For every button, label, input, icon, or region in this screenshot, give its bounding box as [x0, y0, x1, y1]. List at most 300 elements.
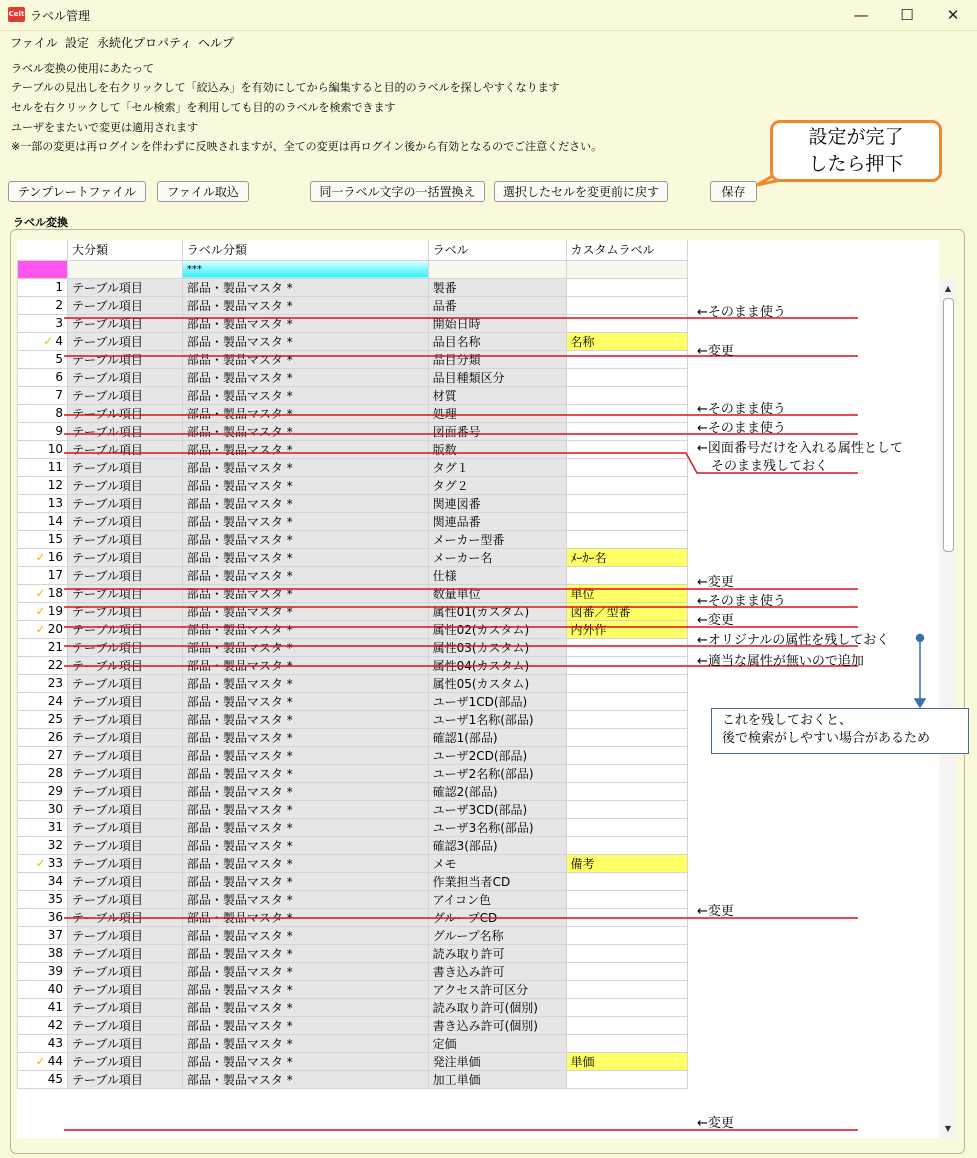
row-number: 25	[47, 712, 63, 726]
category-cell[interactable]: テーブル項目	[67, 764, 182, 782]
label-cell[interactable]: 属性03(カスタム)	[428, 638, 566, 656]
table-row[interactable]	[18, 1034, 939, 1052]
table-row[interactable]	[18, 296, 939, 314]
row-number-cell	[18, 836, 68, 854]
label-category-cell[interactable]: 部品・製品マスタ *	[182, 1070, 428, 1088]
table-row[interactable]	[18, 332, 939, 350]
category-cell[interactable]: テーブル項目	[67, 458, 182, 476]
label-category-cell[interactable]: 部品・製品マスタ *	[182, 710, 428, 728]
table-row[interactable]	[18, 836, 939, 854]
label-cell[interactable]: 仕様	[428, 566, 566, 584]
label-cell[interactable]: 品目種類区分	[428, 368, 566, 386]
row-number-cell	[18, 854, 68, 872]
label-cell[interactable]: 作業担当者CD	[428, 872, 566, 890]
table-row[interactable]	[18, 890, 939, 908]
label-cell[interactable]: 関連品番	[428, 512, 566, 530]
label-category-cell[interactable]: 部品・製品マスタ *	[182, 314, 428, 332]
row-number-cell	[18, 332, 68, 350]
annotation-as-is-7: ←そのまま使う	[697, 402, 786, 417]
label-category-cell[interactable]: 部品・製品マスタ *	[182, 998, 428, 1016]
annotation-keep-original: ←オリジナルの属性を残しておく	[697, 633, 890, 648]
category-cell[interactable]: テーブル項目	[67, 872, 182, 890]
bulk-replace-button[interactable]: 同一ラベル文字の一括置換え	[310, 181, 485, 202]
category-cell[interactable]: テーブル項目	[67, 890, 182, 908]
table-row[interactable]	[18, 818, 939, 836]
row-number-cell	[18, 998, 68, 1016]
maximize-button[interactable]: ☐	[900, 6, 914, 24]
table-row[interactable]	[18, 1070, 939, 1088]
label-cell[interactable]: ユーザ1CD(部品)	[428, 692, 566, 710]
category-cell[interactable]: テーブル項目	[67, 926, 182, 944]
label-cell[interactable]: 属性01(カスタム)	[428, 602, 566, 620]
row-filler	[688, 548, 939, 566]
changed-check-icon: ✓	[35, 856, 46, 870]
row-filler	[688, 1052, 939, 1070]
table-row[interactable]	[18, 908, 939, 926]
row-number: 42	[47, 1018, 63, 1032]
table-row[interactable]	[18, 1052, 939, 1070]
row-number-cell	[18, 620, 68, 638]
row-number-cell	[18, 818, 68, 836]
category-cell[interactable]: テーブル項目	[67, 854, 182, 872]
custom-label-cell[interactable]	[566, 746, 688, 764]
category-cell[interactable]: テーブル項目	[67, 548, 182, 566]
category-cell[interactable]: テーブル項目	[67, 944, 182, 962]
revert-cells-button[interactable]: 選択したセルを変更前に戻す	[494, 181, 668, 202]
label-category-cell[interactable]: 部品・製品マスタ *	[182, 440, 428, 458]
row-filler	[688, 476, 939, 494]
grid-body	[18, 278, 939, 1088]
label-category-cell[interactable]: 部品・製品マスタ *	[182, 782, 428, 800]
menu-help[interactable]: ヘルプ	[198, 36, 235, 50]
table-row[interactable]	[18, 314, 939, 332]
close-button[interactable]: ✕	[946, 6, 960, 24]
row-number-cell	[18, 728, 68, 746]
category-cell[interactable]: テーブル項目	[67, 962, 182, 980]
label-cell[interactable]: 書き込み許可(個別)	[428, 1016, 566, 1034]
table-row[interactable]	[18, 404, 939, 422]
row-number-cell	[18, 1052, 68, 1070]
label-cell[interactable]: 発注単価	[428, 1052, 566, 1070]
label-category-cell[interactable]: 部品・製品マスタ *	[182, 584, 428, 602]
label-cell[interactable]: 数量単位	[428, 584, 566, 602]
category-cell[interactable]: テーブル項目	[67, 1034, 182, 1052]
custom-label-cell[interactable]	[566, 350, 688, 368]
label-cell[interactable]: 確認3(部品)	[428, 836, 566, 854]
row-filler	[688, 818, 939, 836]
custom-label-cell[interactable]	[566, 980, 688, 998]
label-category-cell[interactable]: 部品・製品マスタ *	[182, 872, 428, 890]
label-category-cell[interactable]: 部品・製品マスタ *	[182, 548, 428, 566]
table-row[interactable]	[18, 800, 939, 818]
custom-label-cell[interactable]	[566, 782, 688, 800]
label-cell[interactable]: タグ１	[428, 458, 566, 476]
custom-label-cell[interactable]	[566, 692, 688, 710]
category-cell[interactable]: テーブル項目	[67, 566, 182, 584]
category-cell[interactable]: テーブル項目	[67, 746, 182, 764]
row-number-cell	[18, 674, 68, 692]
label-cell[interactable]: 品番	[428, 296, 566, 314]
label-category-cell[interactable]: 部品・製品マスタ *	[182, 1034, 428, 1052]
label-cell[interactable]: 開始日時	[428, 314, 566, 332]
row-number-cell	[18, 908, 68, 926]
label-cell[interactable]: 定価	[428, 1034, 566, 1052]
label-category-cell[interactable]: 部品・製品マスタ *	[182, 350, 428, 368]
custom-label-cell[interactable]	[566, 1034, 688, 1052]
row-number: 29	[47, 784, 63, 798]
row-number: 11	[47, 460, 63, 474]
custom-label-cell[interactable]	[566, 836, 688, 854]
row-number: 33	[47, 856, 63, 870]
row-number: 15	[47, 532, 63, 546]
header-empty	[688, 240, 939, 260]
label-cell[interactable]: 確認2(部品)	[428, 782, 566, 800]
custom-label-cell[interactable]	[566, 872, 688, 890]
label-cell[interactable]: ユーザ3CD(部品)	[428, 800, 566, 818]
custom-label-cell[interactable]	[566, 998, 688, 1016]
row-number-cell	[18, 782, 68, 800]
label-cell[interactable]: 版数	[428, 440, 566, 458]
label-cell[interactable]: 書き込み許可	[428, 962, 566, 980]
custom-label-cell[interactable]	[566, 314, 688, 332]
label-category-cell[interactable]: 部品・製品マスタ *	[182, 728, 428, 746]
label-cell[interactable]: 属性04(カスタム)	[428, 656, 566, 674]
label-category-cell[interactable]: 部品・製品マスタ *	[182, 278, 428, 296]
category-cell[interactable]: テーブル項目	[67, 602, 182, 620]
category-cell[interactable]: テーブル項目	[67, 404, 182, 422]
category-cell[interactable]: テーブル項目	[67, 368, 182, 386]
category-cell[interactable]: テーブル項目	[67, 476, 182, 494]
filter-custom-label[interactable]	[566, 260, 688, 278]
custom-label-cell[interactable]: 図番／型番	[566, 602, 688, 620]
label-cell[interactable]: 品目分類	[428, 350, 566, 368]
row-number: 7	[55, 388, 63, 402]
row-number: 23	[47, 676, 63, 690]
category-cell[interactable]: テーブル項目	[67, 350, 182, 368]
row-number-cell	[18, 476, 68, 494]
table-row[interactable]	[18, 278, 939, 296]
label-category-cell[interactable]: 部品・製品マスタ *	[182, 296, 428, 314]
label-category-cell[interactable]: 部品・製品マスタ *	[182, 980, 428, 998]
label-cell[interactable]: ユーザ2名称(部品)	[428, 764, 566, 782]
info-line-5: ※一部の変更は再ログインを伴わずに反映されますが、全ての変更は再ログイン後から有効となるのでご注意ください。	[11, 140, 603, 153]
label-category-cell[interactable]: 部品・製品マスタ *	[182, 764, 428, 782]
label-category-cell[interactable]: 部品・製品マスタ *	[182, 692, 428, 710]
table-row[interactable]	[18, 854, 939, 872]
table-row[interactable]	[18, 386, 939, 404]
row-number-cell	[18, 1016, 68, 1034]
label-category-cell[interactable]: 部品・製品マスタ *	[182, 854, 428, 872]
category-cell[interactable]: テーブル項目	[67, 1016, 182, 1034]
label-category-cell[interactable]: 部品・製品マスタ *	[182, 332, 428, 350]
label-category-cell[interactable]: 部品・製品マスタ *	[182, 368, 428, 386]
template-file-button[interactable]: テンプレートファイル	[8, 181, 146, 202]
annotation-drawing-no-1: ←図面番号だけを入れる属性として	[697, 441, 903, 456]
label-cell[interactable]: 製番	[428, 278, 566, 296]
category-cell[interactable]: テーブル項目	[67, 728, 182, 746]
table-row[interactable]	[18, 566, 939, 584]
custom-label-cell[interactable]	[566, 710, 688, 728]
custom-label-cell[interactable]	[566, 908, 688, 926]
row-number-cell	[18, 872, 68, 890]
minimize-button[interactable]: —	[853, 6, 869, 24]
label-category-cell[interactable]: 部品・製品マスタ *	[182, 566, 428, 584]
custom-label-cell[interactable]	[566, 458, 688, 476]
row-filler	[688, 764, 939, 782]
category-cell[interactable]: テーブル項目	[67, 296, 182, 314]
table-row[interactable]	[18, 998, 939, 1016]
custom-label-cell[interactable]	[566, 890, 688, 908]
row-number: 5	[55, 352, 63, 366]
category-cell[interactable]: テーブル項目	[67, 710, 182, 728]
label-category-cell[interactable]: 部品・製品マスタ *	[182, 494, 428, 512]
row-number-cell	[18, 584, 68, 602]
category-cell[interactable]: テーブル項目	[67, 620, 182, 638]
file-import-button[interactable]: ファイル取込	[157, 181, 249, 202]
label-category-cell[interactable]: 部品・製品マスタ *	[182, 674, 428, 692]
table-row[interactable]	[18, 350, 939, 368]
custom-label-cell[interactable]	[566, 494, 688, 512]
custom-label-cell[interactable]	[566, 638, 688, 656]
custom-label-cell[interactable]: 単価	[566, 1052, 688, 1070]
table-row[interactable]	[18, 368, 939, 386]
table-row[interactable]	[18, 782, 939, 800]
label-category-cell[interactable]: 部品・製品マスタ *	[182, 926, 428, 944]
custom-label-cell[interactable]	[566, 404, 688, 422]
table-row[interactable]	[18, 548, 939, 566]
table-row[interactable]	[18, 494, 939, 512]
label-cell[interactable]: 品目名称	[428, 332, 566, 350]
category-cell[interactable]: テーブル項目	[67, 638, 182, 656]
label-category-cell[interactable]: 部品・製品マスタ *	[182, 656, 428, 674]
row-number-cell	[18, 800, 68, 818]
label-category-cell[interactable]: 部品・製品マスタ *	[182, 746, 428, 764]
label-category-cell[interactable]: 部品・製品マスタ *	[182, 638, 428, 656]
table-row[interactable]	[18, 1016, 939, 1034]
table-row[interactable]	[18, 476, 939, 494]
info-line-1: ラベル変換の使用にあたって	[11, 62, 154, 75]
filter-label-category[interactable]: ***	[182, 260, 428, 278]
custom-label-cell[interactable]	[566, 368, 688, 386]
custom-label-cell[interactable]	[566, 764, 688, 782]
custom-label-cell[interactable]	[566, 800, 688, 818]
category-cell[interactable]: テーブル項目	[67, 440, 182, 458]
category-cell[interactable]: テーブル項目	[67, 1052, 182, 1070]
filter-label[interactable]	[428, 260, 566, 278]
table-row[interactable]	[18, 764, 939, 782]
info-line-2: テーブルの見出しを右クリックして「絞込み」を有効にしてから編集すると目的のラベルを探しやすくなります	[11, 81, 560, 94]
row-filler	[688, 782, 939, 800]
save-button[interactable]: 保存	[710, 181, 757, 202]
label-category-cell[interactable]: 部品・製品マスタ *	[182, 890, 428, 908]
label-cell[interactable]: アクセス許可区分	[428, 980, 566, 998]
row-number: 16	[47, 550, 63, 564]
category-cell[interactable]: テーブル項目	[67, 278, 182, 296]
row-number-cell	[18, 368, 68, 386]
label-category-cell[interactable]: 部品・製品マスタ *	[182, 800, 428, 818]
label-cell[interactable]: 属性05(カスタム)	[428, 674, 566, 692]
custom-label-cell[interactable]	[566, 422, 688, 440]
custom-label-cell[interactable]	[566, 818, 688, 836]
row-number-cell	[18, 980, 68, 998]
scroll-thumb[interactable]	[943, 298, 954, 552]
custom-label-cell[interactable]	[566, 566, 688, 584]
custom-label-cell[interactable]	[566, 296, 688, 314]
category-cell[interactable]: テーブル項目	[67, 314, 182, 332]
filter-row-marker	[18, 260, 68, 278]
changed-check-icon: ✓	[35, 622, 46, 636]
table-row[interactable]	[18, 872, 939, 890]
label-category-cell[interactable]: 部品・製品マスタ *	[182, 620, 428, 638]
category-cell[interactable]: テーブル項目	[67, 818, 182, 836]
custom-label-cell[interactable]: 名称	[566, 332, 688, 350]
label-category-cell[interactable]: 部品・製品マスタ *	[182, 908, 428, 926]
scroll-down-icon[interactable]: ▼	[944, 1124, 952, 1133]
label-category-cell[interactable]: 部品・製品マスタ *	[182, 530, 428, 548]
custom-label-cell[interactable]	[566, 926, 688, 944]
label-cell[interactable]: ユーザ3名称(部品)	[428, 818, 566, 836]
row-number: 1	[55, 280, 63, 294]
changed-check-icon: ✓	[35, 1054, 46, 1068]
label-cell[interactable]: タグ２	[428, 476, 566, 494]
menu-persistence[interactable]: 永続化プロパティ	[97, 36, 193, 50]
info-line-4: ユーザをまたいで変更は適用されます	[11, 121, 198, 134]
table-row[interactable]	[18, 512, 939, 530]
label-cell[interactable]: ユーザ1名称(部品)	[428, 710, 566, 728]
label-category-cell[interactable]: 部品・製品マスタ *	[182, 422, 428, 440]
category-cell[interactable]: テーブル項目	[67, 386, 182, 404]
custom-label-cell[interactable]	[566, 962, 688, 980]
custom-label-cell[interactable]	[566, 386, 688, 404]
label-category-cell[interactable]: 部品・製品マスタ *	[182, 836, 428, 854]
row-number-cell	[18, 1034, 68, 1052]
menu-settings[interactable]: 設定	[65, 36, 90, 50]
custom-label-cell[interactable]	[566, 440, 688, 458]
custom-label-cell[interactable]	[566, 1016, 688, 1034]
filter-category[interactable]	[67, 260, 182, 278]
header-label[interactable]: ラベル	[428, 240, 566, 260]
row-number: 10	[47, 442, 63, 456]
row-number: 31	[47, 820, 63, 834]
table-row[interactable]	[18, 926, 939, 944]
category-cell[interactable]: テーブル項目	[67, 998, 182, 1016]
custom-label-cell[interactable]	[566, 476, 688, 494]
category-cell[interactable]: テーブル項目	[67, 782, 182, 800]
custom-label-cell[interactable]	[566, 1070, 688, 1088]
table-row[interactable]	[18, 944, 939, 962]
label-cell[interactable]: 図面番号	[428, 422, 566, 440]
label-category-cell[interactable]: 部品・製品マスタ *	[182, 1016, 428, 1034]
label-cell[interactable]: 属性02(カスタム)	[428, 620, 566, 638]
label-cell[interactable]: メモ	[428, 854, 566, 872]
label-cell[interactable]: 材質	[428, 386, 566, 404]
row-number-cell	[18, 692, 68, 710]
label-category-cell[interactable]: 部品・製品マスタ *	[182, 386, 428, 404]
custom-label-cell[interactable]: 備考	[566, 854, 688, 872]
label-cell[interactable]: メーカー名	[428, 548, 566, 566]
header-custom-label[interactable]: カスタムラベル	[566, 240, 688, 260]
label-category-cell[interactable]: 部品・製品マスタ *	[182, 476, 428, 494]
category-cell[interactable]: テーブル項目	[67, 656, 182, 674]
annotation-changed-33: ←変更	[697, 904, 734, 919]
table-row[interactable]	[18, 674, 939, 692]
table-row[interactable]	[18, 584, 939, 602]
custom-label-cell[interactable]: ﾒｰｶｰ名	[566, 548, 688, 566]
header-label-category[interactable]: ラベル分類	[182, 240, 428, 260]
label-cell[interactable]: グループCD	[428, 908, 566, 926]
row-filler	[688, 278, 939, 296]
custom-label-cell[interactable]	[566, 944, 688, 962]
category-cell[interactable]: テーブル項目	[67, 512, 182, 530]
category-cell[interactable]: テーブル項目	[67, 674, 182, 692]
label-cell[interactable]: 読み取り許可(個別)	[428, 998, 566, 1016]
group-label: ラベル変換	[13, 216, 68, 229]
row-number-cell	[18, 548, 68, 566]
label-category-cell[interactable]: 部品・製品マスタ *	[182, 404, 428, 422]
custom-label-cell[interactable]: 内外作	[566, 620, 688, 638]
label-cell[interactable]: 関連図番	[428, 494, 566, 512]
label-category-cell[interactable]: 部品・製品マスタ *	[182, 1052, 428, 1070]
table-row[interactable]	[18, 980, 939, 998]
category-cell[interactable]: テーブル項目	[67, 584, 182, 602]
label-category-cell[interactable]: 部品・製品マスタ *	[182, 962, 428, 980]
category-cell[interactable]: テーブル項目	[67, 800, 182, 818]
category-cell[interactable]: テーブル項目	[67, 692, 182, 710]
custom-label-cell[interactable]	[566, 674, 688, 692]
note-line-2: 後で検索がしやすい場合があるため	[722, 731, 931, 746]
category-cell[interactable]: テーブル項目	[67, 494, 182, 512]
label-cell[interactable]: メーカー型番	[428, 530, 566, 548]
custom-label-cell[interactable]	[566, 512, 688, 530]
label-cell[interactable]: アイコン色	[428, 890, 566, 908]
label-category-cell[interactable]: 部品・製品マスタ *	[182, 944, 428, 962]
table-row[interactable]	[18, 962, 939, 980]
label-cell[interactable]: 確認1(部品)	[428, 728, 566, 746]
info-line-3: セルを右クリックして「セル検索」を利用しても目的のラベルを検索できます	[11, 101, 396, 114]
category-cell[interactable]: テーブル項目	[67, 908, 182, 926]
label-category-cell[interactable]: 部品・製品マスタ *	[182, 602, 428, 620]
custom-label-cell[interactable]	[566, 278, 688, 296]
row-number: 4	[55, 334, 63, 348]
row-number-cell	[18, 386, 68, 404]
header-category[interactable]: 大分類	[67, 240, 182, 260]
label-cell[interactable]: 加工単価	[428, 1070, 566, 1088]
label-cell[interactable]: グループ名称	[428, 926, 566, 944]
custom-label-cell[interactable]	[566, 728, 688, 746]
table-row[interactable]	[18, 530, 939, 548]
window-title: ラベル管理	[30, 9, 91, 23]
category-cell[interactable]: テーブル項目	[67, 980, 182, 998]
label-cell[interactable]: 処理	[428, 404, 566, 422]
label-cell[interactable]: ユーザ2CD(部品)	[428, 746, 566, 764]
label-category-cell[interactable]: 部品・製品マスタ *	[182, 818, 428, 836]
annotation-as-is-17: ←そのまま使う	[697, 594, 786, 609]
label-category-cell[interactable]: 部品・製品マスタ *	[182, 512, 428, 530]
category-cell[interactable]: テーブル項目	[67, 422, 182, 440]
custom-label-cell[interactable]	[566, 656, 688, 674]
table-row[interactable]	[18, 602, 939, 620]
menu-file[interactable]: ファイル	[10, 36, 58, 50]
category-cell[interactable]: テーブル項目	[67, 1070, 182, 1088]
custom-label-cell[interactable]	[566, 530, 688, 548]
custom-label-cell[interactable]: 単位	[566, 584, 688, 602]
label-cell[interactable]: 読み取り許可	[428, 944, 566, 962]
category-cell[interactable]: テーブル項目	[67, 530, 182, 548]
category-cell[interactable]: テーブル項目	[67, 332, 182, 350]
scroll-up-icon[interactable]: ▲	[944, 284, 952, 293]
label-category-cell[interactable]: 部品・製品マスタ *	[182, 458, 428, 476]
category-cell[interactable]: テーブル項目	[67, 836, 182, 854]
